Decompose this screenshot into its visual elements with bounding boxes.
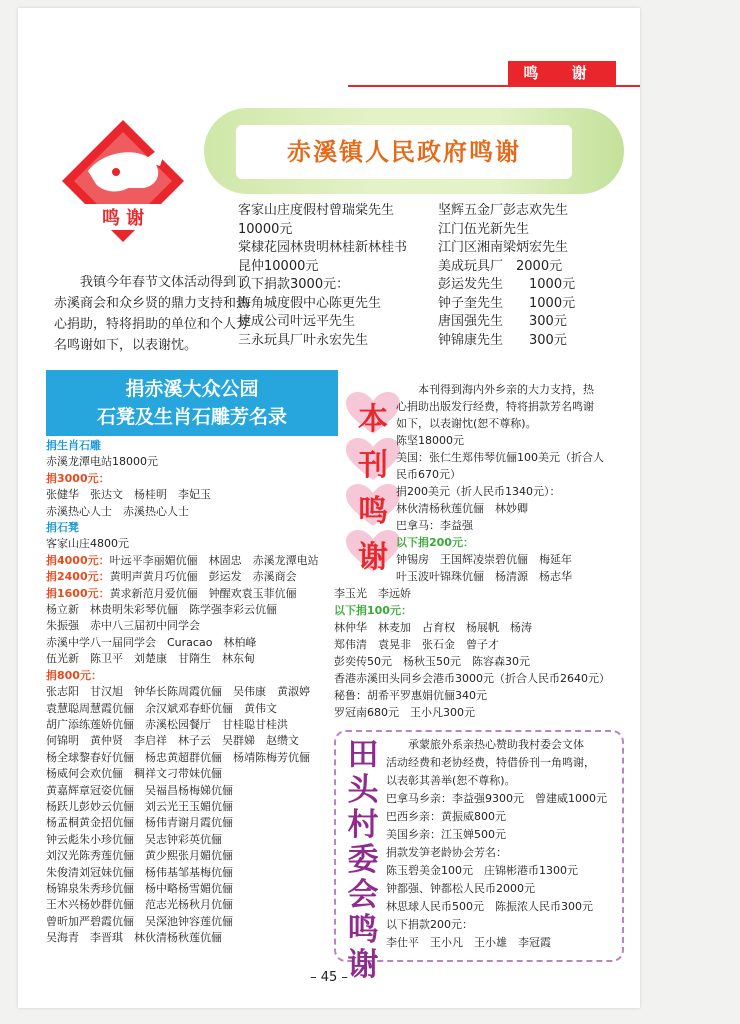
list-item: 巴拿马：李益强 — [396, 519, 473, 532]
list-item: 杨全球黎春好伉俪 杨忠黄超群伉俪 杨靖陈梅芳伉俪 — [46, 750, 310, 764]
list-item: 伍光新 陈卫平 刘楚康 甘隋生 林东甸 — [46, 652, 255, 666]
donor-line: 三永玩具厂叶永宏先生 — [238, 332, 369, 348]
list-item: 刘汉光陈秀莲伉俪 黄少熙张月媚伉俪 — [46, 849, 233, 863]
donor-line: 棠棣花园林贵明林桂新林桂书 — [238, 240, 408, 255]
donor-names: 叶远平李丽媚伉俪 林固忠 赤溪龙潭电站 — [109, 553, 319, 567]
list-item — [46, 569, 346, 585]
magazine-donor-list — [334, 381, 639, 721]
list-item: 吴海青 李晋琪 林伙清杨秋莲伉俪 — [46, 931, 222, 945]
list-item: 胡广添练莲娇伉俪 赤溪松园餐厅 甘桂聪甘桂洪 — [46, 717, 288, 731]
vertical-title-char: 委 — [347, 842, 379, 878]
donor-line: 钟子奎先生 1000元 — [438, 295, 576, 311]
list-item: 钟都强、钟都松人民币2000元 — [386, 882, 535, 895]
category-label: 捐生肖石雕 — [46, 439, 101, 452]
list-item — [46, 586, 346, 602]
list-item: 巴西乡亲：黄振威800元 — [386, 810, 506, 823]
list-item: 赤溪龙潭电站18000元 — [46, 455, 158, 469]
list-item: 杨威何会欢伉俪 稠祥文刁带妹伉俪 — [46, 767, 222, 781]
list-item: 杨锦泉朱秀珍伉俪 杨中略杨雪媚伉俪 — [46, 881, 233, 895]
list-item: 巴拿马乡亲：李益强9300元 曾建威1000元 — [386, 792, 607, 805]
list-item: 钟云彪朱小珍伉俪 吴志钟彩英伉俪 — [46, 832, 222, 846]
list-item: 心捐助出版发行经费，特将捐款芳名鸣谢 — [396, 400, 594, 413]
list-item: 美国乡亲：江玉婵500元 — [386, 828, 506, 841]
list-item: 朱俊清刘冠妹伉俪 杨伟基邹基梅伉俪 — [46, 865, 233, 879]
amount-label: 捐3000元： — [46, 471, 110, 485]
donor-line: 10000元 — [238, 221, 293, 237]
vertical-title-char: 会 — [347, 877, 379, 913]
village-donor-list — [386, 736, 622, 952]
list-item: 杨跃儿彭妙云伉俪 刘云光王玉媚伉俪 — [46, 799, 233, 813]
intro-paragraph: 我镇今年春节文体活动得到了赤溪商会和众乡贤的鼎力支持和热心捐助，特将捐助的单位和个人芳名鸣谢如下，以表谢忱。 — [54, 275, 250, 353]
amount-label: 捐1600元： — [46, 586, 110, 600]
list-item: 秘鲁：胡希平罗惠娟伉俪340元 — [334, 689, 487, 702]
vertical-title-char: 刊 — [358, 448, 388, 483]
list-item: 捐200美元（折人民币1340元）： — [396, 485, 561, 498]
donor-line: 江门伍光新先生 — [438, 221, 530, 237]
amount-label: 以下捐200元： — [396, 536, 474, 549]
list-item: 陈坚18000元 — [396, 434, 464, 447]
vertical-title-char: 鸣 — [358, 494, 388, 529]
list-item: 赤溪中学八一届同学会 Curacao 林柏峰 — [46, 635, 257, 649]
vertical-title-char: 头 — [347, 772, 379, 808]
list-item: 张健华 张达文 杨桂明 李妃玉 — [46, 488, 211, 502]
list-item: 李玉光 李远娇 — [334, 587, 411, 600]
list-item: 郑伟清 袁晃非 张石金 曾子才 — [334, 638, 499, 651]
list-item: 王木兴杨妙群伉俪 范志光杨秋月伉俪 — [46, 898, 233, 912]
list-item: 朱振强 赤中八三届初中同学会 — [46, 619, 200, 633]
amount-label: 捐2400元： — [46, 570, 110, 584]
list-item: 叶玉波叶锦珠伉俪 杨清源 杨志华 — [396, 570, 572, 583]
list-item: 罗冠南680元 王小凡300元 — [334, 706, 475, 719]
list-item: 黄嘉辉章冠姿伉俪 吴福昌杨梅娣伉俪 — [46, 783, 233, 797]
page-title: 赤溪镇人民政府鸣谢 — [287, 138, 521, 166]
donor-line: 以下捐款3000元： — [238, 277, 350, 292]
section-tag: 鸣 谢 — [508, 61, 616, 85]
list-item: 以下捐款200元： — [386, 918, 473, 931]
list-item: 客家山庄4800元 — [46, 537, 129, 551]
vertical-title-char: 鸣 — [347, 912, 379, 948]
page — [18, 8, 640, 1008]
list-item: 曾昕加严碧霞伉俪 吴深池钟容莲伉俪 — [46, 914, 233, 928]
list-item: 李仕平 王小凡 王小雄 李冠霞 — [386, 936, 551, 949]
donor-line: 昆仲10000元 — [238, 258, 319, 274]
category-label: 捐石凳 — [46, 521, 79, 535]
logo-text: 鸣 谢 — [101, 208, 145, 229]
list-item: 陈玉碧美金100元 庄锦彬港币1300元 — [386, 864, 578, 877]
header-rule — [348, 85, 640, 87]
donor-line: 捷成公司叶远平先生 — [238, 314, 356, 329]
list-item: 杨立新 林贵明朱彩琴伉俪 陈学强李彩云伉俪 — [46, 603, 277, 617]
list-item: 林思球人民币500元 陈振浓人民币300元 — [386, 900, 593, 913]
list-item: 袁慧聪周慧霞伉俪 余汉斌邓春虾伉俪 黄伟文 — [46, 701, 277, 715]
dove-logo-icon — [58, 116, 188, 246]
amount-label: 捐4000元： — [46, 553, 110, 567]
list-item: 如下，以表谢忱(恕不尊称)。 — [396, 417, 537, 430]
donor-line: 美成玩具厂 2000元 — [438, 258, 563, 274]
list-item: 林仲华 林麦加 占育权 杨展帆 杨涛 — [334, 621, 532, 634]
amount-label: 捐800元： — [46, 668, 102, 682]
vertical-title-char: 田 — [347, 737, 379, 773]
list-item: 张志阳 甘汉旭 钟华长陈周霞伉俪 吴伟康 黄淑婷 — [46, 685, 310, 699]
park-donor-list — [46, 438, 346, 947]
donor-line: 江门区湘南梁炳宏先生 — [438, 240, 569, 255]
donor-line: 海角城度假中心陈更先生 — [238, 295, 382, 311]
list-item: 杨孟桐黄金招伉俪 杨伟青谢月霞伉俪 — [46, 816, 233, 830]
donor-line: 钟锦康先生 300元 — [438, 332, 567, 348]
park-heading-line-2: 石凳及生肖石雕芳名录 — [96, 406, 287, 428]
park-donation-heading — [46, 370, 338, 436]
list-item: 承蒙旅外系亲热心赞助我村委会文体 — [386, 738, 584, 751]
donor-line: 唐国强先生 300元 — [438, 314, 567, 329]
donor-line: 坚辉五金厂彭志欢先生 — [438, 203, 569, 218]
list-item: 赤溪热心人士 赤溪热心人士 — [46, 504, 189, 518]
list-item: 美国：张仁生郑伟琴伉俪100美元（折合人 — [396, 451, 604, 464]
donor-names: 黄求新范月爱伉俪 钟醒欢袁玉菲伉俪 — [109, 586, 297, 600]
page-number: – 45 – — [310, 970, 348, 985]
park-heading-line-1: 捐赤溪大众公园 — [125, 378, 259, 400]
list-item: 彭奕传50元 杨秋玉50元 陈容森30元 — [334, 655, 530, 668]
vertical-title-char: 谢 — [347, 947, 379, 983]
amount-label: 以下捐100元： — [334, 604, 412, 617]
donor-line: 彭运发先生 1000元 — [438, 277, 576, 292]
donor-column-1 — [238, 202, 407, 350]
list-item: 捐款发笋老龄协会芳名： — [386, 846, 507, 859]
list-item: 林伙清杨秋莲伉俪 林妙卿 — [396, 502, 528, 515]
list-item: 何锦明 黄仲贤 李启祥 林子云 吴群娣 赵缵文 — [46, 734, 299, 748]
donor-line: 客家山庄度假村曾瑞棠先生 — [238, 203, 395, 218]
list-item — [46, 553, 346, 569]
vertical-title-char: 本 — [358, 402, 388, 437]
list-item: 活动经费和老协经费，特借侨刊一角鸣谢， — [386, 756, 595, 769]
donor-names: 黄明声黄月巧伉俪 彭运发 赤溪商会 — [109, 570, 297, 584]
list-item: 钟锡房 王国辉凌崇碧伉俪 梅延年 — [396, 553, 572, 566]
donor-column-2 — [438, 202, 575, 350]
list-item: 以表彰其善举(恕不尊称)。 — [386, 774, 516, 787]
vertical-title-char: 谢 — [358, 540, 388, 575]
village-thanks-title — [340, 738, 386, 983]
list-item: 本刊得到海内外乡亲的大力支持，热 — [396, 383, 594, 396]
list-item: 民币670元） — [396, 468, 461, 481]
list-item: 香港赤溪田头同乡会港币3000元（折合人民币2640元） — [334, 672, 610, 685]
vertical-title-char: 村 — [347, 807, 379, 843]
